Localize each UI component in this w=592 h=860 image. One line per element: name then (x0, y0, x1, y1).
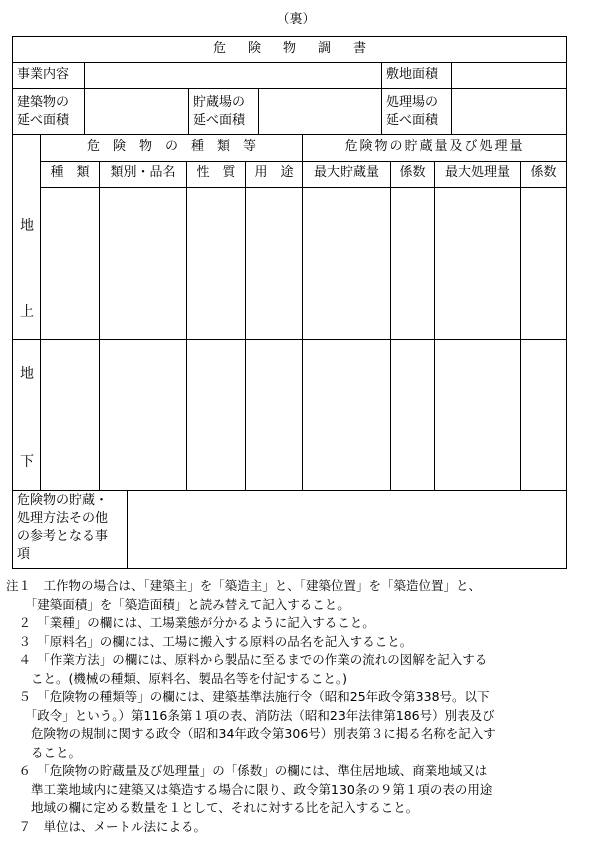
business-content-row (13, 63, 566, 89)
hazmat-survey-form (12, 36, 567, 569)
grid-divider (302, 187, 303, 339)
underground-block (13, 339, 566, 491)
column-coefficient-label-1: 係数 (399, 165, 426, 180)
hazmat-kind-header-cell (41, 135, 303, 161)
building-floor-area-label-2: 延べ面積 (17, 113, 70, 128)
column-use-label: 用 途 (254, 165, 294, 180)
column-header-max-storage (303, 161, 391, 187)
column-header-coefficient-storage (391, 161, 435, 187)
column-max-storage-label: 最大貯蔵量 (313, 165, 379, 180)
processing-floor-area-field[interactable] (452, 89, 566, 134)
note-line: ２ 「業種」の欄には、工場業態が分かるように記入すること。 (6, 615, 375, 630)
grid-divider (302, 339, 303, 491)
reverse-side-mark: （裏） (276, 12, 316, 27)
note-line: ３ 「原料名」の欄には、工場に搬入する原料の品名を記入すること。 (6, 633, 413, 649)
above-ground-entry-area[interactable] (41, 187, 566, 339)
hazmat-table (13, 135, 566, 491)
column-header-kind (41, 161, 100, 187)
underground-label-bottom: 下 (20, 454, 34, 470)
storage-floor-area-label-cell (189, 89, 259, 134)
note-line: 準工業地域内に建築又は築造する場合に限り、政令第130条の９第１項の表の用途 (6, 781, 493, 797)
business-content-label-cell (13, 63, 85, 88)
building-floor-area-label-1: 建築物の (17, 95, 70, 110)
grid-divider (99, 339, 100, 491)
note-line: 危険物の規制に関する政令（昭和34年政令第306号）別表第３に掲る名称を記入す (6, 726, 496, 741)
column-header-coefficient-processing (521, 161, 566, 187)
underground-entry-area[interactable] (41, 339, 566, 491)
note-line: 地域の欄に定める数量を１として、それに対する比を記入すること。 (6, 800, 419, 815)
note-line: ６ 「危険物の貯蔵量及び処理量」の「係数」の欄には、準住居地域、商業地域又は (6, 763, 488, 778)
remarks-label-line-4: 項 (17, 547, 31, 562)
grid-divider (245, 187, 246, 339)
building-floor-area-field[interactable] (85, 89, 189, 134)
grid-divider (99, 187, 100, 339)
grid-divider (245, 339, 246, 491)
remarks-label-line-1: 危険物の貯蔵・ (17, 493, 109, 508)
note-line: ４ 「作業方法」の欄には、原料から製品に至るまでの作業の流れの図解を記入する (6, 652, 488, 667)
grid-divider (390, 187, 391, 339)
floor-area-row (13, 89, 566, 135)
group-header-row (41, 135, 566, 162)
hazmat-kind-header: 危 険 物 の 種 類 等 (86, 139, 256, 154)
grid-divider (520, 339, 521, 491)
grid-divider (390, 339, 391, 491)
remarks-field[interactable] (128, 491, 566, 568)
column-kind-label: 種 類 (50, 165, 90, 180)
above-ground-block (13, 187, 566, 340)
business-content-field[interactable] (85, 63, 382, 88)
column-property-label: 性 質 (196, 165, 236, 180)
grid-divider (434, 187, 435, 339)
remarks-label-line-2: 処理方法その他 (17, 511, 109, 526)
storage-processing-header: 危険物の貯蔵量及び処理量 (344, 139, 525, 154)
column-max-processing-label: 最大処理量 (444, 165, 510, 180)
column-header-category (100, 161, 187, 187)
note-line: 「政令」という。）第116条第１項の表、消防法（昭和23年法律第186号）別表及び (6, 707, 495, 723)
note-line: ること。 (6, 744, 82, 760)
remarks-label-cell (13, 491, 128, 568)
processing-floor-area-label-cell (382, 89, 452, 134)
column-header-use (246, 161, 303, 187)
above-ground-label-bottom: 上 (20, 304, 34, 320)
storage-processing-header-cell (303, 135, 566, 161)
note-line: 「建築面積」を「築造面積」と読み替えて記入すること。 (6, 596, 350, 612)
site-area-field[interactable] (452, 63, 566, 88)
storage-floor-area-label-2: 延べ面積 (193, 113, 246, 128)
column-category-label: 類別・品名 (110, 165, 176, 180)
note-line: ７ 単位は、メートル法による。 (6, 818, 207, 834)
form-title: 危険物調書 (212, 41, 388, 56)
column-coefficient-label-2: 係数 (530, 165, 557, 180)
site-area-label-cell (382, 63, 452, 88)
processing-floor-area-label-1: 処理場の (386, 95, 439, 110)
remarks-row (13, 491, 566, 568)
note-line: ５ 「危険物の種類等」の欄には、建築基準法施行令（昭和25年政令第338号。以下 (6, 689, 490, 704)
business-content-label: 事業内容 (17, 67, 70, 82)
building-floor-area-label-cell (13, 89, 85, 134)
above-ground-label-top: 地 (20, 218, 34, 234)
form-title-row (13, 37, 566, 63)
column-header-property (187, 161, 246, 187)
grid-divider (520, 187, 521, 339)
grid-divider (186, 187, 187, 339)
remarks-label-line-3: の参考となる事 (17, 529, 109, 544)
storage-floor-area-label-1: 貯蔵場の (193, 95, 246, 110)
note-line: 注１ 工作物の場合は、「建築主」を「築造主」と、「建築位置」を「築造位置」と、 (6, 578, 482, 593)
column-header-max-processing (435, 161, 521, 187)
site-area-label: 敷地面積 (386, 67, 439, 82)
grid-divider (434, 339, 435, 491)
grid-divider (186, 339, 187, 491)
storage-floor-area-field[interactable] (259, 89, 382, 134)
note-line: こと。(機械の種類、原料名、製品名等を付記すること。) (6, 670, 348, 686)
processing-floor-area-label-2: 延べ面積 (386, 113, 439, 128)
column-header-row (41, 161, 566, 188)
underground-label-top: 地 (20, 366, 34, 382)
